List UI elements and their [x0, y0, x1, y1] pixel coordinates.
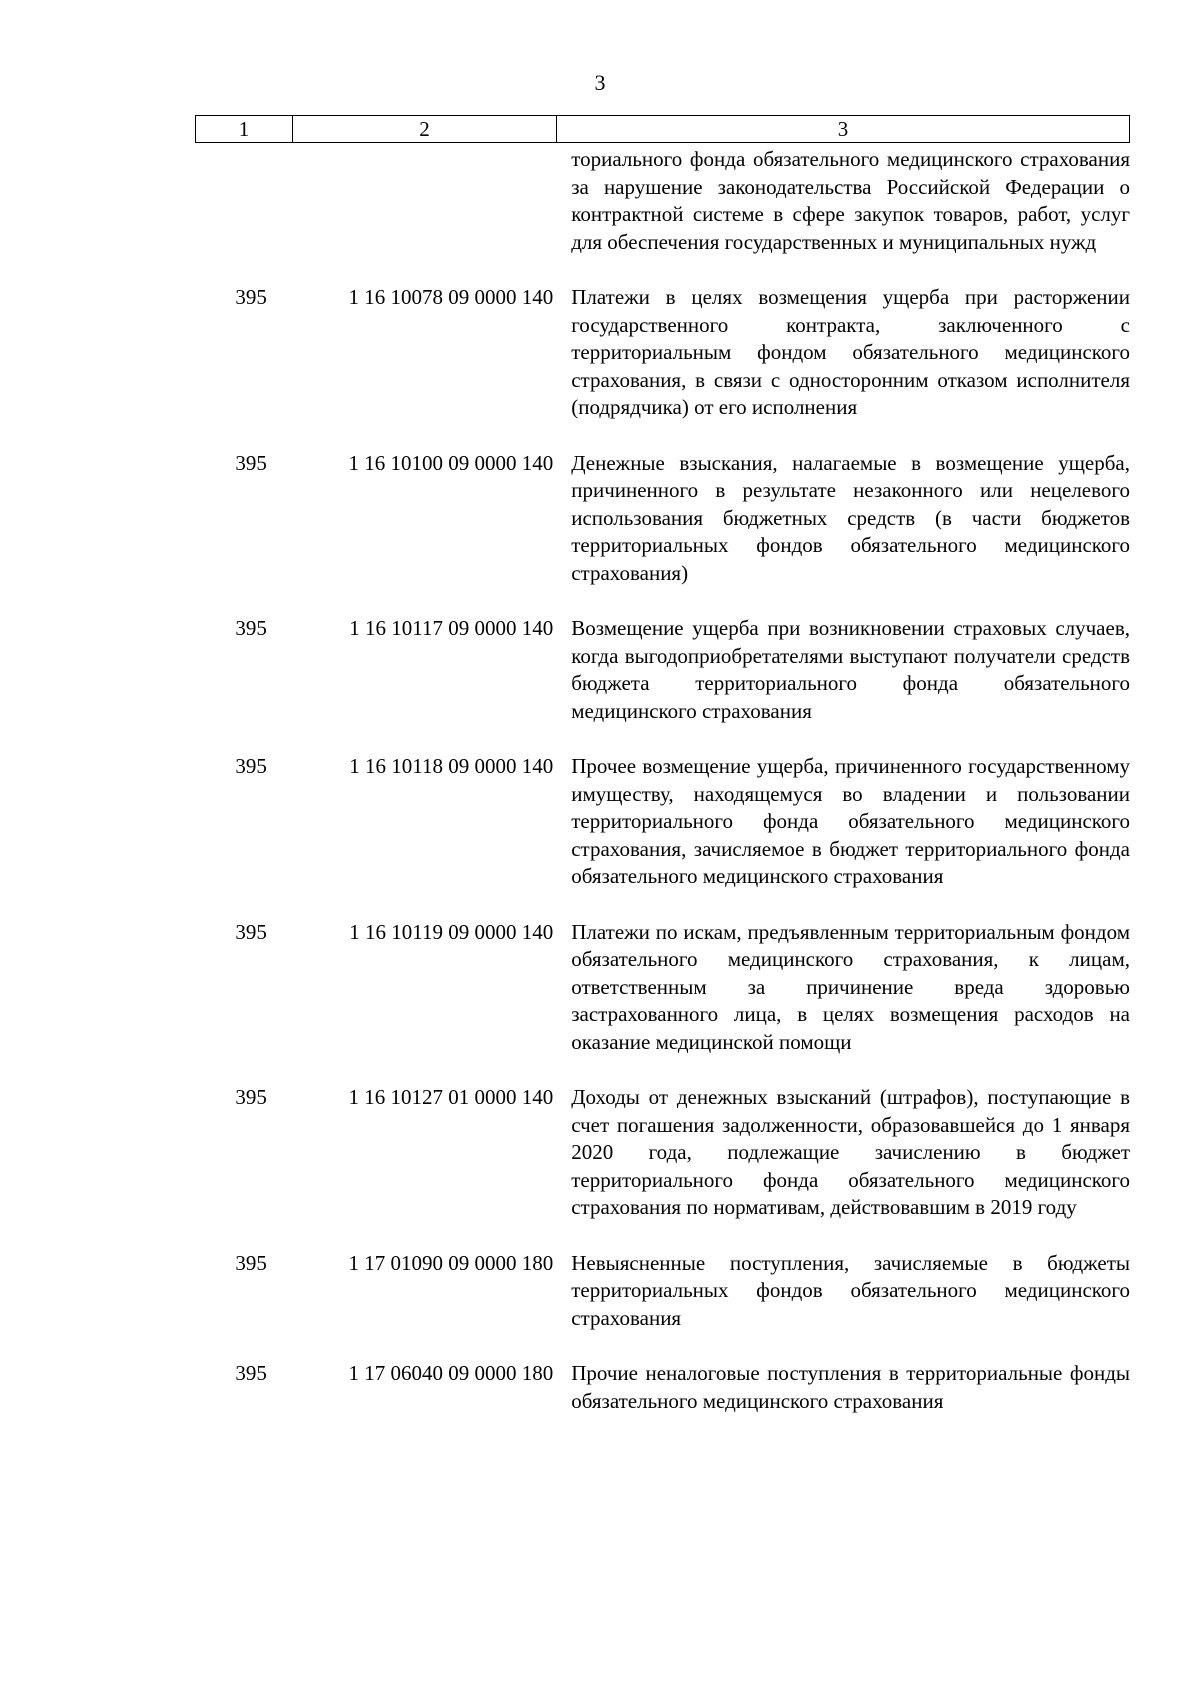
- table-row: [195, 1360, 1130, 1415]
- page-number: 3: [594, 70, 606, 95]
- admin-code: 395: [235, 919, 267, 944]
- table-row: [195, 919, 1130, 1057]
- revenue-description: Денежные взыскания, налагаемые в возмещение ущерба, причиненного в результате незаконного или нецелевого использования бюджетных средств (в части бюджетов территориальных фондов обязательного медицинского страхования): [571, 450, 1130, 585]
- kbk-code: 1 16 10118 09 0000 140: [349, 754, 554, 778]
- table-row: [195, 284, 1130, 422]
- kbk-code: 1 16 10119 09 0000 140: [349, 919, 554, 944]
- revenue-description: Платежи по искам, предъявленным территориальным фондом обязательного медицинского страхования, к лицам, ответственным за причинение вреда здоровью застрахованного лица, в целях возмещения расходов на оказание медицинской помощи: [571, 919, 1130, 1054]
- admin-code: 395: [235, 285, 267, 309]
- table-row: [195, 615, 1130, 725]
- table-row: [195, 146, 1130, 256]
- admin-code: 395: [235, 754, 267, 778]
- kbk-code: 1 16 10117 09 0000 140: [349, 616, 554, 640]
- admin-code: 395: [235, 1361, 267, 1385]
- admin-code: 395: [235, 1085, 267, 1109]
- column-header-row: [196, 116, 1130, 143]
- kbk-code: 1 17 06040 09 0000 180: [348, 1361, 554, 1385]
- table-row: [195, 1084, 1130, 1222]
- table-row: [195, 753, 1130, 891]
- revenue-description: Возмещение ущерба при возникновении страховых случаев, когда выгодоприобретателями выступают получатели средств бюджета территориального фонда обязательного медицинского страхования: [571, 616, 1130, 723]
- column-header-3: 3: [557, 116, 1130, 143]
- column-header-2: 2: [293, 116, 557, 143]
- table-row: [195, 450, 1130, 588]
- kbk-code: 1 16 10127 01 0000 140: [348, 1085, 554, 1109]
- admin-code: 395: [235, 1250, 267, 1275]
- admin-code: 395: [235, 450, 267, 475]
- kbk-code: 1 16 10100 09 0000 140: [348, 450, 554, 475]
- column-header-1: 1: [196, 116, 293, 143]
- column-header-table: [195, 115, 1130, 143]
- table-row: [195, 1250, 1130, 1333]
- kbk-code: 1 17 01090 09 0000 180: [348, 1250, 554, 1275]
- revenue-description: ториального фонда обязательного медицинского страхования за нарушение законодательства Российской Федерации о контрактной системе в сфере закупок товаров, работ, услуг для обеспечения государственных и муниципальных нужд: [571, 147, 1130, 254]
- revenue-description: Прочее возмещение ущерба, причиненного государственному имуществу, находящемуся во владении и пользовании территориального фонда обязательного медицинского страхования, зачисляемое в бюджет территориального фонда обязательного медицинского страхования: [571, 754, 1130, 888]
- admin-code: 395: [235, 616, 267, 640]
- revenue-description: Невыясненные поступления, зачисляемые в бюджеты территориальных фондов обязательного медицинского страхования: [571, 1250, 1130, 1330]
- revenue-description: Доходы от денежных взысканий (штрафов), поступающие в счет погашения задолженности, образовавшейся до 1 января 2020 года, подлежащие зачислению в бюджет территориального фонда обязательного медицинского страхования по нормативам, действовавшим в 2019 году: [571, 1085, 1130, 1219]
- revenue-code-list: [195, 146, 1130, 1443]
- revenue-description: Прочие неналоговые поступления в территориальные фонды обязательного медицинского страхования: [571, 1361, 1130, 1413]
- revenue-description: Платежи в целях возмещения ущерба при расторжении государственного контракта, заключенного с территориальным фондом обязательного медицинского страхования, в связи с односторонним отказом исполнителя (подрядчика) от его исполнения: [571, 285, 1130, 419]
- kbk-code: 1 16 10078 09 0000 140: [348, 285, 554, 309]
